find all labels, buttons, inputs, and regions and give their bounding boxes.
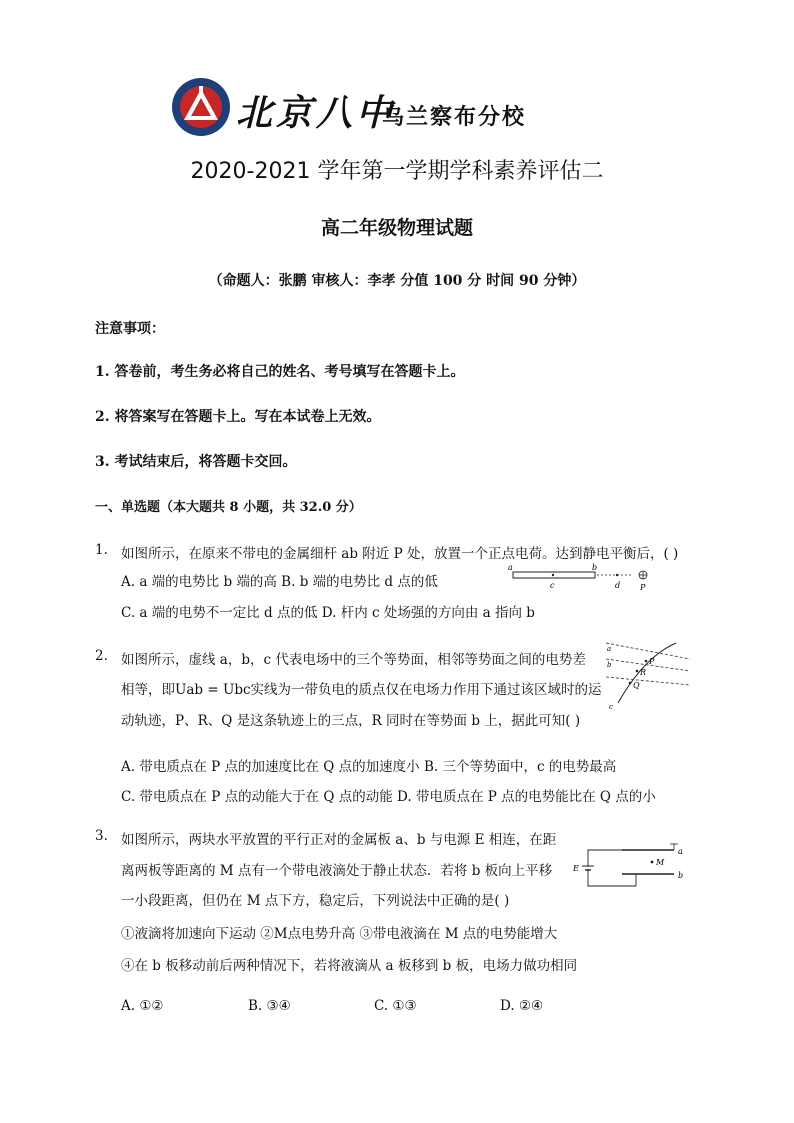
note-item: 3. 考试结束后，将答题卡交回。	[95, 454, 297, 470]
equipotential-a	[606, 643, 690, 659]
q3-choice-a: A. ①②	[121, 998, 164, 1014]
notes-heading: 注意事项：	[95, 321, 165, 337]
q1-rod-figure	[505, 562, 665, 594]
school-logo	[170, 76, 232, 138]
label-c: c	[550, 581, 555, 590]
school-name: 北京八中	[236, 92, 397, 134]
label-b: b	[592, 563, 598, 572]
question-number: 1.	[95, 542, 108, 558]
label-m: M	[656, 858, 665, 867]
q3-choice-c: C. ①③	[374, 998, 417, 1014]
note-item: 2. 将答案写在答题卡上。写在本试卷上无效。	[95, 409, 381, 425]
section-heading: 一、单选题（本大题共 8 小题，共 32.0 分）	[95, 500, 362, 515]
note-item: 1. 答卷前，考生务必将自己的姓名、考号填写在答题卡上。	[95, 364, 465, 380]
q2-stem-line: 如图所示，虚线 a，b，c 代表电场中的三个等势面，相邻等势面之间的电势差	[121, 652, 586, 668]
q2-field-figure	[604, 637, 694, 713]
q3-choice-d: D. ②④	[500, 998, 544, 1014]
label-p: P	[649, 657, 655, 666]
q1-options-cd: C. a 端的电势不一定比 d 点的低 D. 杆内 c 处场强的方向由 a 指向 b	[121, 605, 535, 621]
q3-statements: ④在 b 板移动前后两种情况下，若将液滴从 a 板移到 b 板，电场力做功相同	[121, 958, 578, 974]
q3-capacitor-figure	[570, 838, 688, 892]
trajectory	[618, 643, 676, 703]
equipotential-c	[606, 677, 690, 685]
q1-stem: 如图所示，在原来不带电的金属细杆 ab 附近 P 处，放置一个正点电荷。达到静电平衡后，( )	[121, 546, 679, 562]
equipotential-b	[606, 659, 690, 671]
label-r: R	[640, 668, 647, 677]
q3-statements: ①液滴将加速向下运动 ②M点电势升高 ③带电液滴在 M 点的电势能增大	[121, 926, 558, 942]
label-b: b	[678, 871, 684, 880]
subject-title: 高二年级物理试题	[320, 217, 473, 239]
question-number: 3.	[95, 828, 108, 844]
label-a: a	[508, 563, 513, 572]
q3-stem-line: 一小段距离，但仍在 M 点下方，稳定后，下列说法中正确的是( )	[121, 893, 510, 909]
label-c: c	[609, 703, 613, 711]
q2-stem-line: 动轨迹，P、R、Q 是这条轨迹上的三点，R 同时在等势面 b 上，据此可知( )	[121, 713, 581, 729]
exam-title: 2020-2021 学年第一学期学科素养评估二	[190, 159, 604, 184]
q2-options-ab: A. 带电质点在 P 点的加速度比在 Q 点的加速度小 B. 三个等势面中，c 的电势最高	[121, 759, 617, 775]
q1-options-ab: A. a 端的电势比 b 端的高 B. b 端的电势比 d 点的低	[121, 574, 438, 590]
label-b: b	[607, 661, 612, 669]
question-number: 2.	[95, 648, 108, 664]
q2-options-cd: C. 带电质点在 P 点的动能大于在 Q 点的动能 D. 带电质点在 P 点的电势能比在 Q 点的小	[121, 789, 656, 805]
point-c	[552, 574, 554, 576]
label-d: d	[615, 581, 621, 590]
droplet-m	[651, 861, 654, 864]
q3-stem-line: 离两板等距离的 M 点有一个带电液滴处于静止状态．若将 b 板向上平移	[121, 863, 553, 879]
q3-choice-b: B. ③④	[248, 998, 291, 1014]
label-a: a	[678, 847, 683, 856]
q3-stem-line: 如图所示，两块水平放置的平行正对的金属板 a、b 与电源 E 相连，在距	[121, 832, 557, 848]
exam-meta: （命题人：张鹏 审核人：李孝 分值 100 分 时间 90 分钟）	[208, 273, 586, 289]
label-q: Q	[633, 681, 640, 690]
branch-name: 乌兰察布分校	[382, 104, 527, 130]
label-e: E	[573, 864, 579, 873]
label-p: P	[640, 583, 646, 592]
circuit-wire	[588, 850, 636, 886]
point-d	[616, 574, 618, 576]
q2-stem-line: 相等，即Uab = Ubc实线为一带负电的质点仅在电场力作用下通过该区域时的运	[121, 682, 602, 698]
label-a: a	[607, 645, 612, 653]
